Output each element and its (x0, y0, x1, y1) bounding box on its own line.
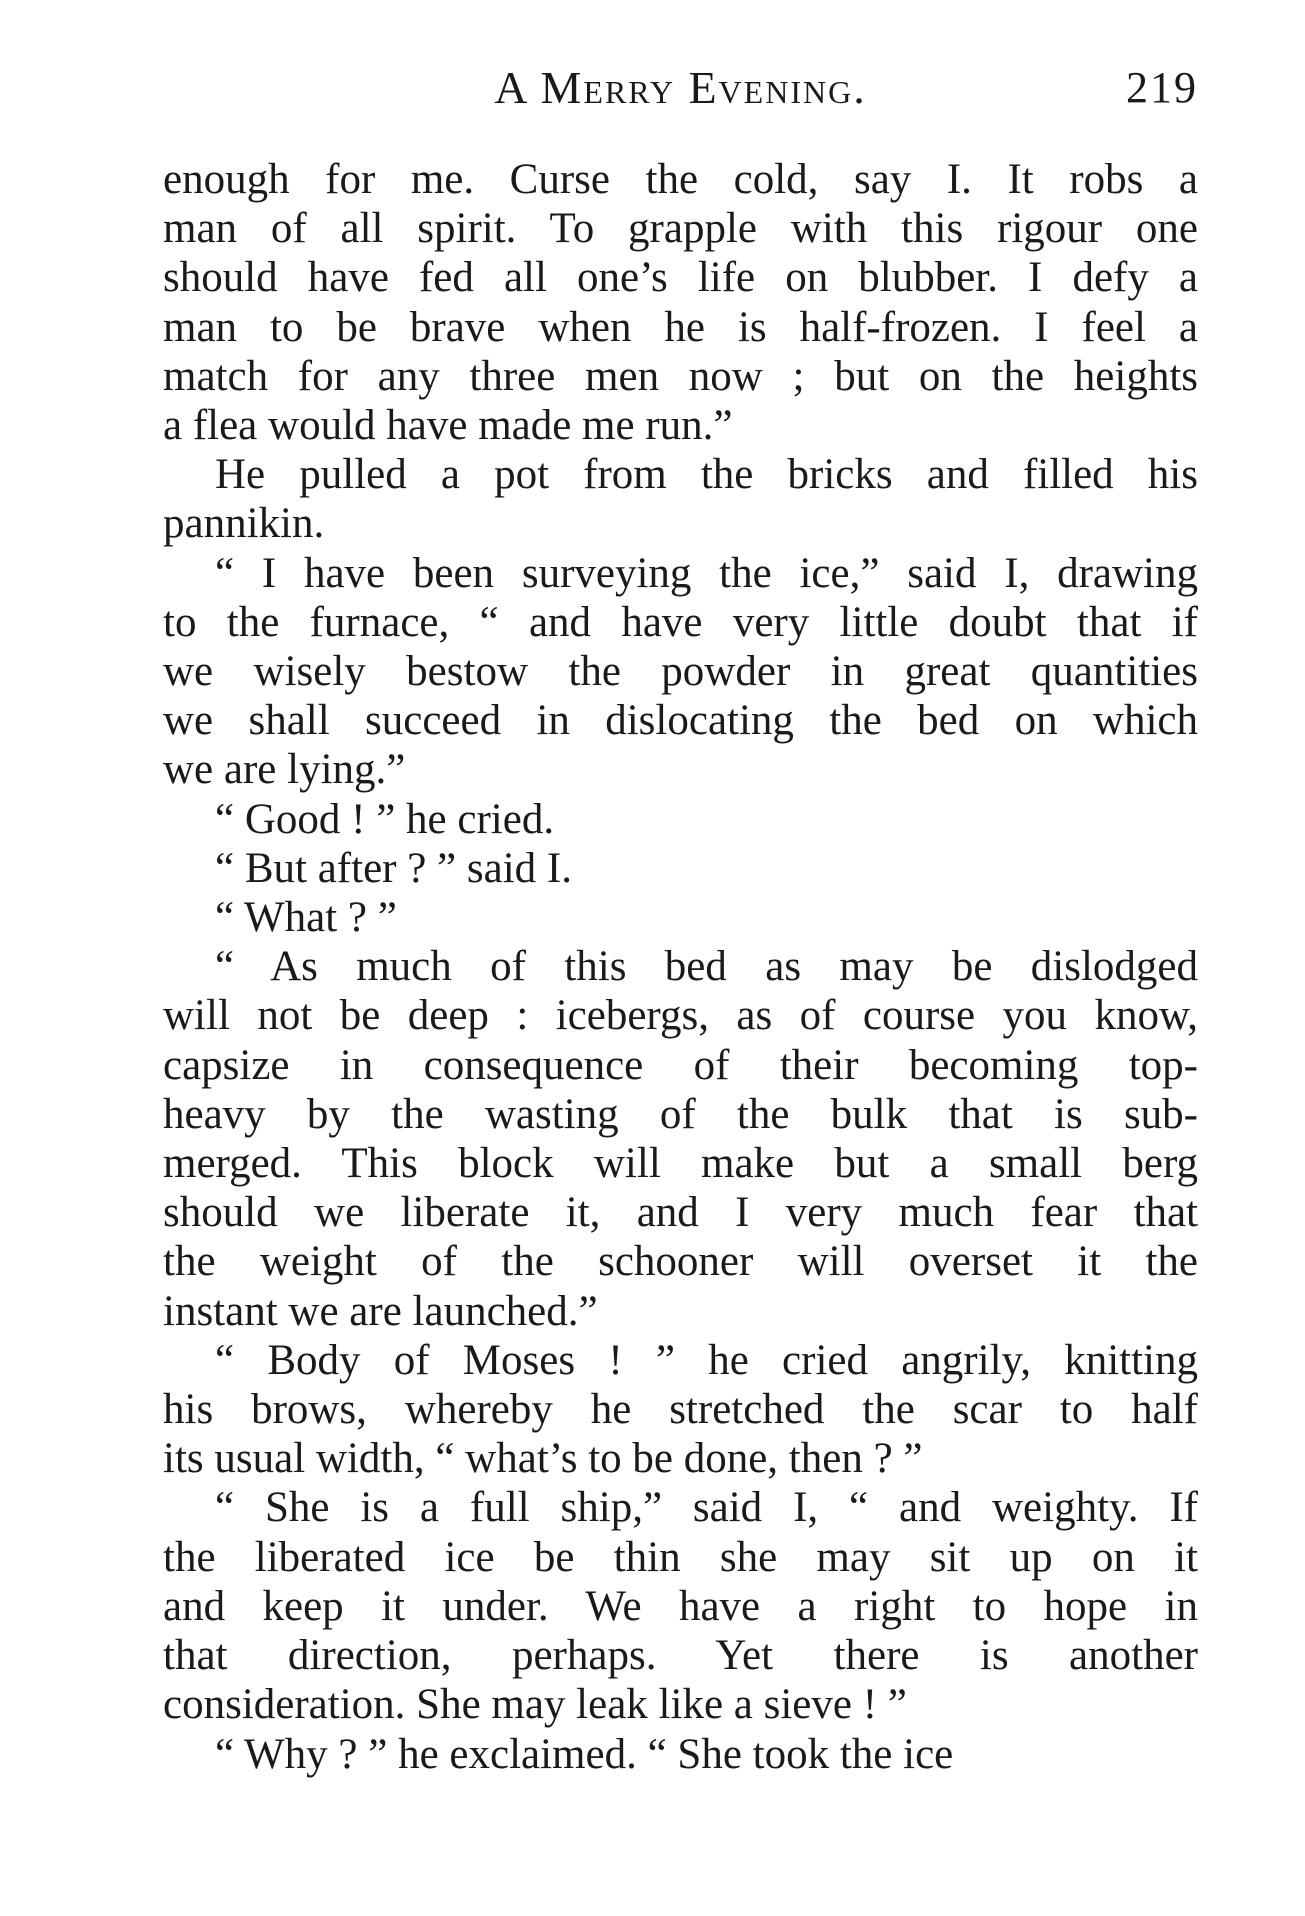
paragraph (163, 1483, 1198, 1729)
body-text (163, 155, 1198, 1779)
text-line: will not be deep : icebergs, as of course you know, (163, 992, 1198, 1040)
text-line: should we liberate it, and I very much fear that (163, 1189, 1198, 1237)
text-line: we shall succeed in dislocating the bed on which (163, 697, 1198, 745)
page-number: 219 (1126, 63, 1198, 112)
text-line: consideration. She may leak like a sieve ! ” (163, 1681, 907, 1729)
text-line: “ What ? ” (215, 894, 397, 942)
text-line: capsize in consequence of their becoming top- (163, 1041, 1198, 1089)
text-line: we are lying.” (163, 746, 406, 794)
paragraph (163, 1336, 1198, 1484)
paragraph (163, 1730, 1198, 1779)
running-head (163, 58, 1198, 118)
text-line: the weight of the schooner will overset it the (163, 1238, 1198, 1286)
running-title: A Merry Evening. (494, 62, 867, 113)
paragraph (163, 549, 1198, 795)
text-line: He pulled a pot from the bricks and filled his (215, 451, 1198, 499)
paragraph (163, 795, 1198, 844)
text-line: “ Good ! ” he cried. (215, 795, 555, 843)
text-line: “ Body of Moses ! ” he cried angrily, knitting (215, 1336, 1198, 1384)
text-line: a flea would have made me run.” (163, 402, 733, 450)
text-line: pannikin. (163, 500, 325, 548)
text-line: “ Why ? ” he exclaimed. “ She took the ice (215, 1730, 954, 1778)
paragraph (163, 450, 1198, 548)
text-line: we wisely bestow the powder in great quantities (163, 648, 1198, 696)
paragraph (163, 844, 1198, 893)
text-line: match for any three men now ; but on the heights (163, 352, 1198, 400)
text-line: his brows, whereby he stretched the scar to half (163, 1386, 1198, 1434)
text-line: to the furnace, “ and have very little doubt that if (163, 598, 1198, 646)
text-line: man to be brave when he is half-frozen. I feel a (163, 303, 1198, 351)
text-line: and keep it under. We have a right to hope in (163, 1582, 1198, 1630)
text-line: man of all spirit. To grapple with this rigour one (163, 205, 1198, 253)
text-line: “ I have been surveying the ice,” said I, drawing (215, 549, 1198, 597)
text-line: enough for me. Curse the cold, say I. It robs a (163, 156, 1198, 203)
paragraph (163, 155, 1198, 450)
text-line: should have fed all one’s life on blubber. I defy a (163, 254, 1198, 302)
text-line: the liberated ice be thin she may sit up on it (163, 1533, 1198, 1581)
text-line: its usual width, “ what’s to be done, then ? ” (163, 1435, 923, 1483)
text-line: heavy by the wasting of the bulk that is sub- (163, 1090, 1198, 1138)
text-line: merged. This block will make but a small berg (163, 1140, 1198, 1188)
text-line: that direction, perhaps. Yet there is another (163, 1632, 1198, 1680)
paragraph (163, 942, 1198, 1336)
text-line: “ As much of this bed as may be dislodged (215, 943, 1198, 991)
paragraph (163, 893, 1198, 942)
text-line: “ She is a full ship,” said I, “ and weighty. If (215, 1484, 1198, 1532)
text-line: instant we are launched.” (163, 1287, 598, 1335)
text-line: “ But after ? ” said I. (215, 844, 572, 892)
